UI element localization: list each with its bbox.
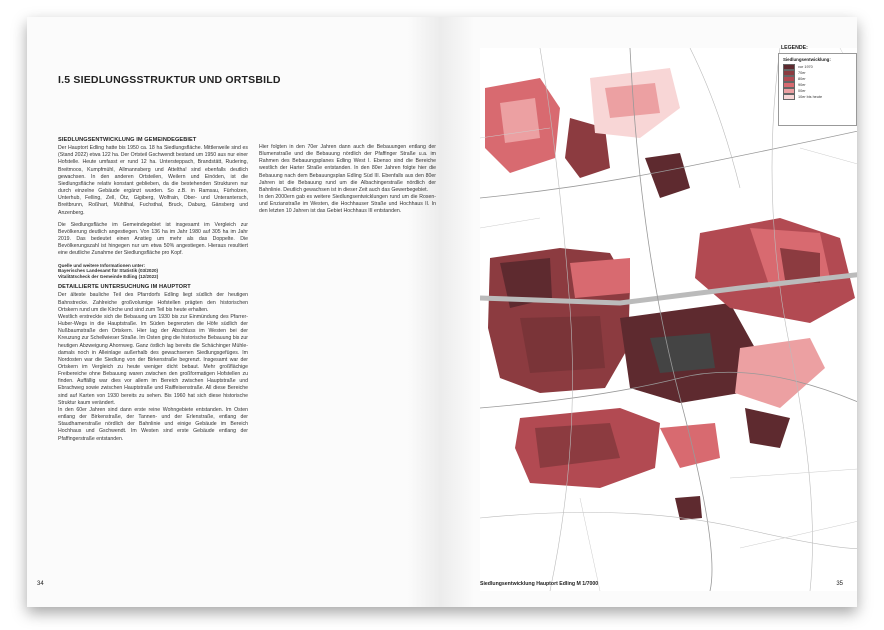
legend-swatch (783, 70, 795, 76)
legend-item (783, 64, 856, 69)
paragraph: Hier folgten in den 70er Jahren dann auch die Bebauungen entlang der Blumenstraße und die Bebauung nördlich der Pfaffinger Straße u.a. im Rahmen des Bebauungsplanes Edling West I. Ebenso sind die Bereiche westlich der Harter Straße entstanden. In den 80er Jahren folgte hier die Bebauung nach dem Bebauungsplan Edling Süd III. Ebenfalls aus den 80er Jahren ist die Bebauung rund um die Albachingerstraße nördlich der Bahnlinie. Deutlich gewachsen ist in dieser Zeit auch das Gewerbegebiet. (259, 144, 436, 193)
legend-swatch (783, 64, 795, 70)
settlement-map (480, 48, 857, 591)
legend-label: vor 1970 (798, 64, 813, 69)
chapter-title: I.5 SIEDLUNGSSTRUKTUR UND ORTSBILD (58, 74, 281, 86)
legend-item (783, 83, 856, 88)
legend-label: 00er (798, 89, 806, 94)
settlement-area (500, 98, 540, 143)
settlement-area (520, 316, 605, 373)
sources-note: Quelle und weitere Informationen unter: Bayerisches Landesamt für Statistik (03/2020) Vitalitätscheck der Gemeinde Edling (12/2022) (58, 262, 159, 279)
legend-swatch (783, 76, 795, 82)
section-heading-detail: DETAILLIERTE UNTERSUCHUNG IM HAUPTORT (58, 284, 191, 291)
legend-swatch (783, 82, 795, 88)
settlement-area (650, 333, 715, 373)
legend-swatch (783, 94, 795, 100)
right-page (441, 17, 857, 607)
legend-label: 80er (798, 76, 806, 81)
paragraph: Die Siedlungsfläche im Gemeindegebiet ist insgesamt im Vergleich zur Bevölkerung deutlich angestiegen. Von 136 ha im Jahr 1980 auf 305 ha im Jahr 2019. Das bedeutet einen Anstieg um mehr als das Doppelte. Die Bevölkerungszahl ist hingegen nur um etwa 50% angestiegen. Hieraus resultiert eine deutliche Zunahme der Siedlungsfläche pro Kopf. (58, 221, 248, 257)
paragraph: Der Hauptort Edling hatte bis 1950 ca. 18 ha Siedlungsfläche. Mittlerweile sind es (Stand 2022) etwa 122 ha. Der Ortsteil Gschwendt bestand um 1950 aus nur einer Hofstelle. Heute umfasst er rund 12 ha. Untersteppach, Brandstätt, Rudering, Breitmoos, Kumpfmühl, Allmannsberg und Atteltha! sind ebenfalls deutlich gewachsen. In den anderen Ortsteilen, Weilern und Einöden, ist die Siedlungsfläche relativ konstant geblieben, da die bestehenden Strukturen nur durch einzelne Gebäude ergänzt wurden. So z.B. in Ramsau, Fürholzen, Unterhub, Felling, Zell, Ötz, Gigiberg, Wolfrain, Ober- und Unterantersch, Breitbrunn, Roßhart, Mühlthal, Fuchsthal, Bruck, Daburg, Gänsberg und Anzenberg. (58, 145, 248, 216)
left-page (27, 17, 441, 607)
map-legend (778, 53, 857, 126)
map-caption: Siedlungsentwicklung Hauptort Edling M 1/7000 (480, 581, 599, 587)
legend-item (783, 70, 856, 75)
paragraph: In den 2000ern gab es weitere Siedlungsentwicklungen rund um die Rosen- und Enzianstraße im Westen, die Hochhauser Straße und Hochhaus II. In den letzten 10 Jahren ist das Gebiet Hochhaus III entstanden. (259, 194, 436, 215)
paragraph: In den 60er Jahren sind dann erste reine Wohngebiete entstanden. Im Osten entlang der Birkenstraße, der Tannen- und der Erlenstraße, entlang der Staudhamerstraße nördlich der Bahnlinie und einige Gebäude im Bereich Hochhaus und Gschwendt. Im Westen sind erste Gebäude entlang der Pfaffingerstraße entstanden. (58, 406, 248, 442)
legend-swatch (783, 88, 795, 94)
text-column-2 (259, 144, 436, 221)
paragraph: Der älteste bauliche Teil des Pfarrdorfs Edling liegt südlich der heutigen Bahnstrecke. Zahlreiche großvolumige Hofstellen prägten den historischen Ortskern rund um die Kirche und sind zum Teil bis heute erhalten. (58, 292, 248, 313)
legend-item (783, 76, 856, 81)
text-column-1 (58, 137, 248, 448)
legend-item (783, 95, 856, 100)
legend-label: 90er (798, 83, 806, 88)
page-number-right: 35 (836, 581, 843, 587)
settlement-area (570, 258, 630, 298)
legend-item (783, 89, 856, 94)
paragraph: Westlich erstreckte sich die Bebauung um 1930 bis zur Einmündung des Pfarrer-Huber-Wegs in die Hauptstraße. Im Süden begrenzten die Höfe südlich der Nußbaumstraße den Ortskern. Hier lag der Abschluss im Westen bei der Kreuzung zur Schellwieser Straße. Im Osten ging die historische Bebauung bis zur heutigen Abzweigung Ahornweg. Ganz östlich lag bereits die Schächinger Mühle- damals noch in Alleinlage außerhalb des gewachsenen Siedlungsgefüges. Im Nordosten war die Siedlung von der Birkenstraße begrenzt. Insgesamt war der Ortskern im Vergleich zu heute weniger dicht bebaut. Mehr großflächige Freibereiche ohne Bebauung waren zwischen den großformatigen Hofstellen zu finden. Auffällig war dies vor allem im Bereich zwischen Hauptstraße und Ebrachweg sowie zwischen Hauptstraße und Raiffeisenstraße. All diese Bereiche sind auf Karten von 1930 bereits zu sehen. Bis 1960 hat sich diese historische Struktur kaum verändert. (58, 313, 249, 406)
book-spread (27, 17, 857, 607)
legend-label: 70er (798, 70, 806, 75)
page-number-left: 34 (37, 581, 44, 587)
legend-label: 10er bis heute (798, 95, 823, 100)
section-heading-settlement: SIEDLUNGSENTWICKLUNG IM GEMEINDEGEBIET (58, 137, 197, 143)
legend-title: Siedlungsentwicklung: (783, 57, 831, 62)
legend-heading: LEGENDE: (781, 45, 808, 51)
